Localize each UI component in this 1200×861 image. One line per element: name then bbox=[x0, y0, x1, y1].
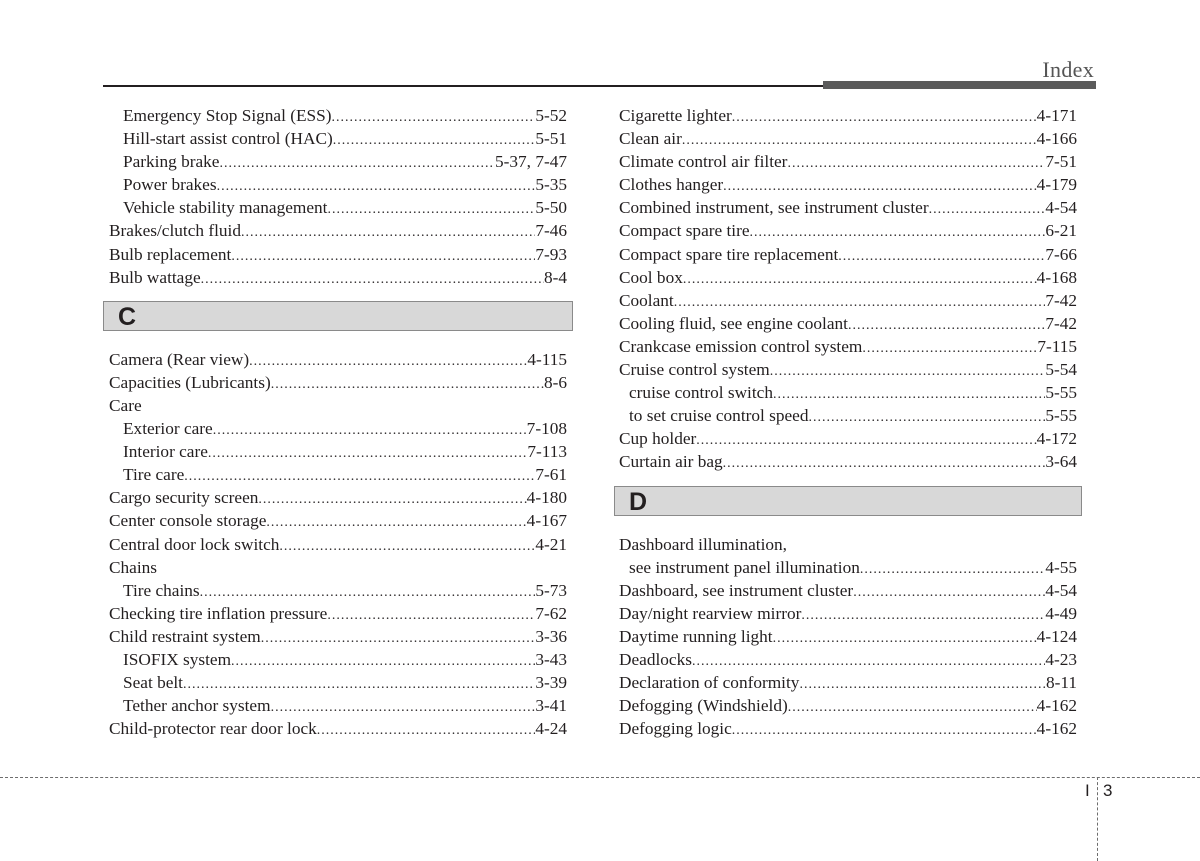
entry-label: Tire chains bbox=[123, 580, 200, 600]
entry-label: Chains bbox=[109, 557, 158, 577]
dot-leader bbox=[217, 175, 536, 196]
entry-label: Coolant bbox=[619, 290, 674, 310]
entry-page: 7-113 bbox=[527, 442, 567, 462]
dot-leader bbox=[333, 129, 536, 150]
entry-page: 3-41 bbox=[535, 696, 567, 716]
index-entry bbox=[619, 450, 1077, 473]
dot-leader bbox=[799, 673, 1046, 694]
index-entry bbox=[619, 150, 1077, 173]
page-title: Index bbox=[1042, 57, 1094, 82]
entry-label: Tether anchor system bbox=[123, 696, 271, 716]
entry-page: 7-108 bbox=[526, 419, 567, 439]
index-column-right bbox=[619, 104, 1077, 740]
dot-leader bbox=[862, 337, 1037, 358]
entry-page: 4-179 bbox=[1036, 175, 1077, 195]
dot-leader bbox=[692, 650, 1045, 671]
dot-leader bbox=[213, 419, 527, 440]
entry-label: Emergency Stop Signal (ESS) bbox=[123, 106, 332, 125]
index-entry bbox=[619, 533, 1077, 556]
dot-leader bbox=[219, 152, 495, 173]
entry-page: 3-39 bbox=[535, 673, 567, 693]
index-entry bbox=[109, 371, 567, 394]
index-entry bbox=[619, 556, 1077, 579]
index-entry bbox=[109, 694, 567, 717]
entry-page: 7-42 bbox=[1045, 313, 1077, 333]
dot-leader bbox=[183, 673, 535, 694]
footer-chapter: I bbox=[1085, 781, 1090, 800]
index-entry bbox=[619, 358, 1077, 381]
dot-leader bbox=[929, 198, 1046, 219]
entry-label: Clothes hanger bbox=[619, 175, 724, 195]
entry-page: 4-24 bbox=[535, 719, 567, 739]
dot-leader bbox=[732, 719, 1037, 740]
section-letter: C bbox=[118, 302, 137, 331]
entry-page: 5-50 bbox=[535, 198, 567, 218]
index-entry bbox=[619, 671, 1077, 694]
index-entry bbox=[109, 394, 567, 417]
index-entry bbox=[619, 312, 1077, 335]
dot-leader bbox=[201, 268, 544, 289]
entry-page: 8-4 bbox=[543, 267, 567, 287]
entry-page: 3-36 bbox=[535, 626, 567, 646]
entry-page: 4-162 bbox=[1036, 719, 1077, 739]
entry-label: Declaration of conformity bbox=[619, 673, 800, 693]
entry-page: 4-162 bbox=[1036, 696, 1077, 716]
dot-leader bbox=[231, 245, 535, 266]
entry-label: Cigarette lighter bbox=[619, 106, 732, 125]
entry-label: Crankcase emission control system bbox=[619, 336, 863, 356]
entry-label: Checking tire inflation pressure bbox=[109, 603, 328, 623]
index-entry bbox=[109, 556, 567, 579]
entry-label: cruise control switch bbox=[629, 383, 773, 403]
entry-label: Defogging logic bbox=[619, 719, 732, 739]
entry-label: Capacities (Lubricants) bbox=[109, 372, 271, 392]
dot-leader bbox=[208, 442, 527, 463]
footer-rule bbox=[0, 777, 1200, 778]
entry-page: 4-167 bbox=[526, 511, 567, 531]
entry-page: 8-6 bbox=[543, 372, 567, 392]
entry-list bbox=[109, 348, 567, 741]
index-entry bbox=[109, 417, 567, 440]
dot-leader bbox=[787, 152, 1045, 173]
entry-page: 5-37, 7-47 bbox=[495, 152, 567, 172]
entry-label: to set cruise control speed bbox=[629, 406, 809, 426]
entry-page: 4-166 bbox=[1036, 129, 1077, 149]
entry-page: 6-21 bbox=[1045, 221, 1077, 241]
entry-page: 4-168 bbox=[1036, 267, 1077, 287]
entry-label: Clean air bbox=[619, 129, 682, 149]
index-entry bbox=[109, 486, 567, 509]
index-entry bbox=[109, 625, 567, 648]
entry-label: Cargo security screen bbox=[109, 488, 259, 508]
entry-label: Seat belt bbox=[123, 673, 183, 693]
entry-label: Bulb replacement bbox=[109, 244, 232, 264]
page-number: 3 bbox=[1103, 781, 1113, 800]
index-entry bbox=[619, 648, 1077, 671]
entry-page: 4-180 bbox=[526, 488, 567, 508]
entry-label: Bulb wattage bbox=[109, 267, 201, 287]
dot-leader bbox=[271, 696, 536, 717]
entry-page: 5-55 bbox=[1045, 383, 1077, 403]
entry-label: Cup holder bbox=[619, 429, 697, 449]
index-entry bbox=[109, 243, 567, 266]
index-entry bbox=[109, 440, 567, 463]
entry-label: Dashboard, see instrument cluster bbox=[619, 580, 854, 600]
dot-leader bbox=[808, 406, 1045, 427]
dot-leader bbox=[773, 383, 1045, 404]
index-entry bbox=[619, 579, 1077, 602]
entry-page: 4-54 bbox=[1045, 580, 1077, 600]
dot-leader bbox=[331, 106, 535, 127]
dot-leader bbox=[241, 221, 535, 242]
entry-label: Dashboard illumination, bbox=[619, 534, 787, 554]
dot-leader bbox=[732, 106, 1037, 127]
entry-label: Care bbox=[109, 395, 142, 415]
dot-leader bbox=[674, 291, 1046, 312]
index-entry bbox=[109, 533, 567, 556]
index-entry bbox=[619, 173, 1077, 196]
entry-label: Child restraint system bbox=[109, 626, 261, 646]
entry-label: Cooling fluid, see engine coolant bbox=[619, 313, 848, 333]
entry-label: Compact spare tire bbox=[619, 221, 750, 241]
index-entry bbox=[619, 266, 1077, 289]
entry-label: Day/night rearview mirror bbox=[619, 603, 802, 623]
dot-leader bbox=[231, 650, 535, 671]
dot-leader bbox=[773, 627, 1037, 648]
entry-label: Compact spare tire replacement bbox=[619, 244, 839, 264]
entry-page: 7-46 bbox=[535, 221, 567, 241]
entry-label: Climate control air filter bbox=[619, 152, 788, 172]
dot-leader bbox=[200, 581, 536, 602]
entry-page: 4-55 bbox=[1045, 557, 1077, 577]
entry-list bbox=[619, 104, 1077, 474]
section-header-c bbox=[103, 301, 573, 331]
index-entry bbox=[109, 266, 567, 289]
index-entry bbox=[619, 127, 1077, 150]
entry-label: Central door lock switch bbox=[109, 534, 280, 554]
section-header-d bbox=[614, 486, 1082, 516]
entry-label: ISOFIX system bbox=[123, 649, 232, 669]
dot-leader bbox=[853, 581, 1045, 602]
index-column-left bbox=[109, 104, 567, 740]
entry-page: 3-64 bbox=[1045, 452, 1077, 472]
entry-page: 7-66 bbox=[1045, 244, 1077, 264]
entry-page: 7-51 bbox=[1045, 152, 1077, 172]
index-entry bbox=[109, 602, 567, 625]
entry-page: 4-171 bbox=[1036, 106, 1077, 125]
dot-leader bbox=[279, 535, 535, 556]
index-entry bbox=[109, 104, 567, 127]
entry-page: 5-73 bbox=[535, 580, 567, 600]
index-entry bbox=[109, 150, 567, 173]
entry-page: 8-11 bbox=[1045, 673, 1077, 693]
dot-leader bbox=[261, 627, 536, 648]
entry-page: 4-172 bbox=[1036, 429, 1077, 449]
index-entry bbox=[619, 219, 1077, 242]
entry-page: 4-124 bbox=[1036, 626, 1077, 646]
entry-page: 7-93 bbox=[535, 244, 567, 264]
index-entry bbox=[109, 648, 567, 671]
index-entry bbox=[109, 717, 567, 740]
index-entry bbox=[619, 694, 1077, 717]
entry-page: 7-62 bbox=[535, 603, 567, 623]
entry-label: Defogging (Windshield) bbox=[619, 696, 788, 716]
dot-leader bbox=[682, 129, 1037, 150]
entry-label: Deadlocks bbox=[619, 649, 692, 669]
entry-label: Daytime running light bbox=[619, 626, 773, 646]
dot-leader bbox=[258, 488, 526, 509]
index-entry bbox=[109, 173, 567, 196]
index-entry bbox=[109, 127, 567, 150]
entry-label: Center console storage bbox=[109, 511, 267, 531]
index-entry bbox=[109, 219, 567, 242]
entry-label: see instrument panel illumination bbox=[629, 557, 860, 577]
index-entry bbox=[109, 463, 567, 486]
dot-leader bbox=[327, 198, 535, 219]
index-entry bbox=[619, 289, 1077, 312]
index-entry bbox=[619, 717, 1077, 740]
entry-label: Brakes/clutch fluid bbox=[109, 221, 241, 241]
dot-leader bbox=[723, 175, 1037, 196]
entry-page: 4-49 bbox=[1045, 603, 1077, 623]
entry-list bbox=[619, 533, 1077, 741]
dot-leader bbox=[317, 719, 536, 740]
entry-label: Combined instrument, see instrument cluster bbox=[619, 198, 929, 218]
entry-page: 4-21 bbox=[535, 534, 567, 554]
index-entry bbox=[619, 335, 1077, 358]
index-entry bbox=[109, 579, 567, 602]
entry-page: 4-115 bbox=[527, 349, 567, 369]
index-entry bbox=[109, 671, 567, 694]
index-entry bbox=[619, 243, 1077, 266]
entry-page: 7-115 bbox=[1037, 336, 1077, 356]
dot-leader bbox=[801, 604, 1045, 625]
entry-label: Power brakes bbox=[123, 175, 217, 195]
entry-page: 5-51 bbox=[535, 129, 567, 149]
entry-label: Cool box bbox=[619, 267, 683, 287]
dot-leader bbox=[249, 350, 527, 371]
index-entry bbox=[619, 427, 1077, 450]
entry-label: Camera (Rear view) bbox=[109, 349, 250, 369]
dot-leader bbox=[696, 429, 1036, 450]
entry-label: Cruise control system bbox=[619, 360, 770, 380]
entry-page: 5-54 bbox=[1045, 360, 1077, 380]
index-entry bbox=[109, 348, 567, 371]
entry-page: 4-23 bbox=[1045, 649, 1077, 669]
dot-leader bbox=[788, 696, 1037, 717]
dot-leader bbox=[770, 360, 1046, 381]
entry-label: Vehicle stability management bbox=[123, 198, 328, 218]
dot-leader bbox=[750, 221, 1046, 242]
entry-label: Curtain air bag bbox=[619, 452, 723, 472]
index-entry bbox=[619, 196, 1077, 219]
dot-leader bbox=[271, 373, 544, 394]
entry-list bbox=[109, 104, 567, 289]
dot-leader bbox=[327, 604, 535, 625]
entry-page: 3-43 bbox=[535, 649, 567, 669]
entry-page: 7-42 bbox=[1045, 290, 1077, 310]
entry-page: 5-52 bbox=[535, 106, 567, 125]
entry-label: Child-protector rear door lock bbox=[109, 719, 317, 739]
entry-page: 5-35 bbox=[535, 175, 567, 195]
entry-label: Exterior care bbox=[123, 419, 213, 439]
entry-label: Interior care bbox=[123, 442, 208, 462]
entry-label: Hill-start assist control (HAC) bbox=[123, 129, 333, 149]
dot-leader bbox=[848, 314, 1045, 335]
index-entry bbox=[619, 104, 1077, 127]
dot-leader bbox=[266, 511, 526, 532]
entry-page: 5-55 bbox=[1045, 406, 1077, 426]
index-entry bbox=[109, 509, 567, 532]
footer-divider bbox=[1097, 777, 1098, 861]
index-entry bbox=[619, 625, 1077, 648]
dot-leader bbox=[683, 268, 1037, 289]
dot-leader bbox=[723, 452, 1046, 473]
dot-leader bbox=[860, 558, 1045, 579]
entry-label: Tire care bbox=[123, 465, 185, 485]
index-entry bbox=[619, 602, 1077, 625]
index-entry bbox=[619, 404, 1077, 427]
section-letter: D bbox=[629, 487, 648, 516]
dot-leader bbox=[184, 465, 535, 486]
index-entry bbox=[619, 381, 1077, 404]
entry-label: Parking brake bbox=[123, 152, 220, 172]
entry-page: 7-61 bbox=[535, 465, 567, 485]
index-entry bbox=[109, 196, 567, 219]
dot-leader bbox=[838, 245, 1045, 266]
entry-page: 4-54 bbox=[1045, 198, 1077, 218]
